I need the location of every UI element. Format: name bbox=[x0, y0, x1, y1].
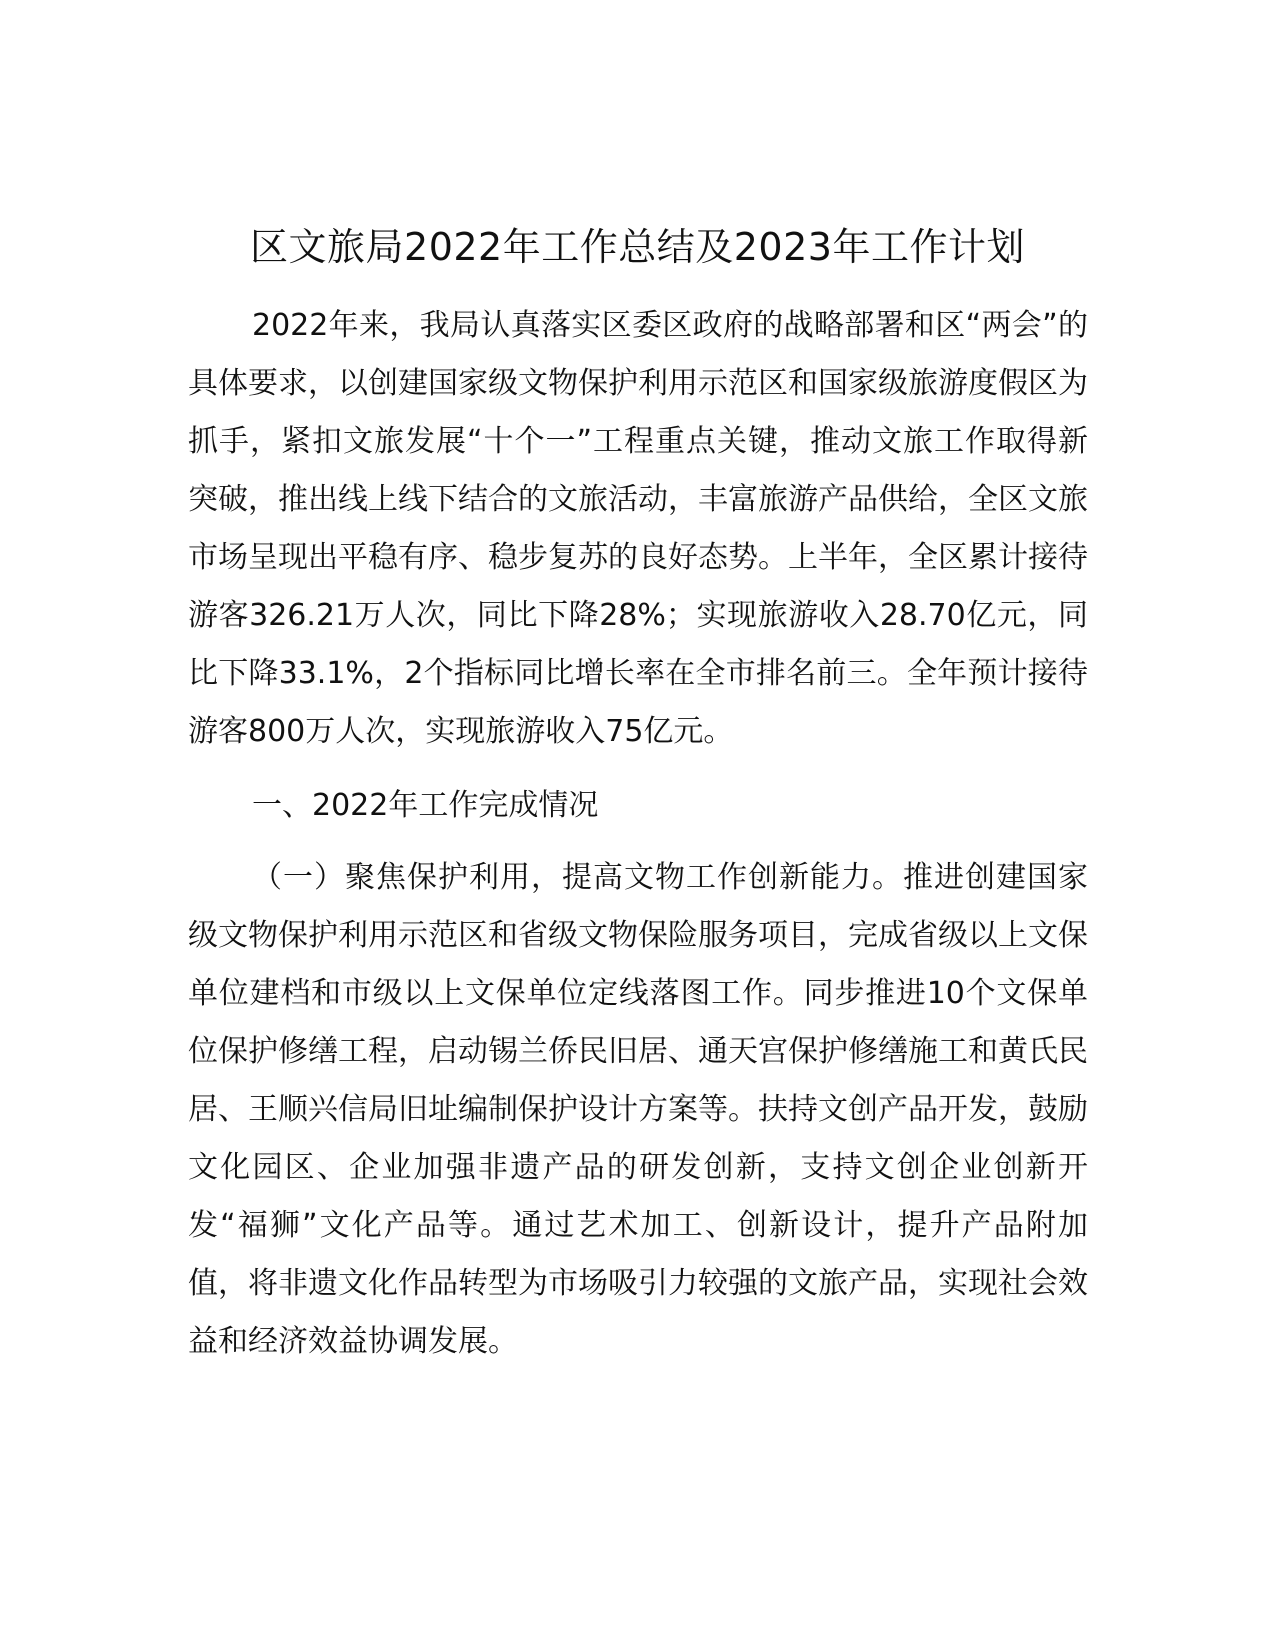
section-heading: 一、2022年工作完成情况 bbox=[252, 788, 599, 823]
intro-paragraph: 2022年来，我局认真落实区委区政府的战略部署和区“两会”的具体要求，以创建国家级文物保护利用示范区和国家级旅游度假区为抓手，紧扣文旅发展“十个一”工程重点关键，推动文旅工作取得新突破，推出线上线下结合的文旅活动，丰富旅游产品供给，全区文旅市场呈现出平稳有序、稳步复苏的良好态势。上半年，全区累计接待游客326.21万人次，同比下降28%；实现旅游收入28.70亿元，同比下降33.1%，2个指标同比增长率在全市排名前三。全年预计接待游客800万人次，实现旅游收入75亿元。 bbox=[188, 308, 1088, 749]
document-body bbox=[188, 297, 1088, 1371]
section-paragraph: （一）聚焦保护利用，提高文物工作创新能力。推进创建国家级文物保护利用示范区和省级文物保险服务项目，完成省级以上文保单位建档和市级以上文保单位定线落图工作。同步推进10个文保单位保护修缮工程，启动锡兰侨民旧居、通天宫保护修缮施工和黄氏民居、王顺兴信局旧址编制保护设计方案等。扶持文创产品开发，鼓励文化园区、企业加强非遗产品的研发创新，支持文创企业创新开发“福狮”文化产品等。通过艺术加工、创新设计，提升产品附加值，将非遗文化作品转型为市场吸引力较强的文旅产品，实现社会效益和经济效益协调发展。 bbox=[188, 860, 1088, 1359]
document-title: 区文旅局2022年工作总结及2023年工作计划 bbox=[250, 225, 1025, 269]
